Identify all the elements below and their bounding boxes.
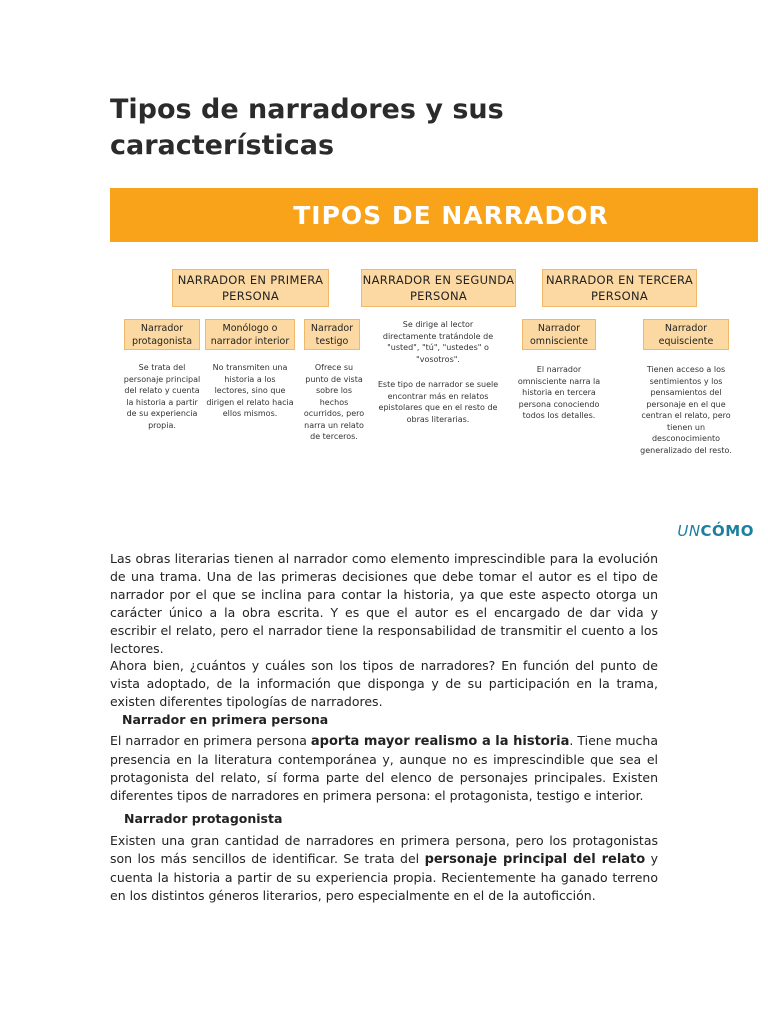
intro-paragraph-1: Las obras literarias tienen al narrador como elemento imprescindible para la evolución de una trama. Una de las primeras decisiones que debe tomar el autor es el tipo de narrador por el que se inclina para contar la historia, ya que este aspecto otorga un carácter único a la obra escrita. Y es que el autor es el encargado de dar vida y escribir el relato, pero el narrador tiene la responsabilidad de transmitir el cuento a los lectores. <box>110 551 658 656</box>
subtype-narrador-omnisciente: Narrador omnisciente <box>522 319 596 350</box>
desc-narrador-equisciente: Tienen acceso a los sentimientos y los pensamientos del personaje en el que centran el relato, pero tienen un desconocimiento generalizado del resto. <box>640 365 732 455</box>
category-segunda-persona: NARRADOR EN SEGUNDA PERSONA <box>361 269 516 307</box>
desc-narrador-omnisciente: El narrador omnisciente narra la historia en tercera persona conociendo todos los detalles. <box>517 365 601 420</box>
desc-segunda-persona-1: Se dirige al lector directamente tratándole de "usted", "tú", "ustedes" o "vosotros". <box>382 320 494 364</box>
desc-narrador-testigo: Ofrece su punto de vista sobre los hechos ocurridos, pero narra un relato de terceros. <box>303 363 365 441</box>
paragraph-primera-persona: El narrador en primera persona aporta mayor realismo a la historia. Tiene mucha presencia en la literatura contemporánea y, aunque no es imprescindible que sea el protagonista del relato, sí forma parte del elenco de personajes principales. Existen diferentes tipos de narradores en primera persona: el protagonista, testigo e interior. <box>110 733 658 803</box>
uncomo-logo: UNCÓMO <box>677 522 754 540</box>
subtype-narrador-equisciente: Narrador equisciente <box>643 319 729 350</box>
intro-paragraph-2: Ahora bien, ¿cuántos y cuáles son los tipos de narradores? En función del punto de vista adoptado, de la información que disponga y de su participación en la trama, existen diferentes tipologías de narradores. <box>110 658 658 709</box>
subtype-narrador-testigo: Narrador testigo <box>304 319 360 350</box>
desc-monologo-interior: No transmiten una historia a los lectores, sino que dirigen el relato hacia ellos mismos. <box>206 363 294 418</box>
infographic-image <box>110 188 758 548</box>
infographic-banner-title: TIPOS DE NARRADOR <box>293 200 609 230</box>
subtype-monologo-interior: Monólogo o narrador interior <box>205 319 295 350</box>
paragraph-narrador-protagonista: Existen una gran cantidad de narradores en primera persona, pero los protagonistas son los más sencillos de identificar. Se trata del personaje principal del relato y cuenta la historia a partir de su experiencia propia. Recientemente ha ganado terreno en los distintos géneros literarios, pero especialmente en el de la autoficción. <box>110 833 659 903</box>
category-primera-persona: NARRADOR EN PRIMERA PERSONA <box>172 269 329 307</box>
heading-primera-persona: Narrador en primera persona <box>122 712 329 727</box>
desc-segunda-persona-2: Este tipo de narrador se suele encontrar más en relatos epistolares que en el resto de obras literarias. <box>377 380 499 424</box>
subtype-narrador-protagonista: Narrador protagonista <box>124 319 200 350</box>
heading-narrador-protagonista: Narrador protagonista <box>124 811 283 826</box>
category-tercera-persona: NARRADOR EN TERCERA PERSONA <box>542 269 697 307</box>
page-title: Tipos de narradores y sus características <box>110 94 504 161</box>
infographic-banner <box>110 188 758 242</box>
desc-narrador-protagonista: Se trata del personaje principal del relato y cuenta la historia a partir de su experiencia propia. <box>123 363 201 430</box>
